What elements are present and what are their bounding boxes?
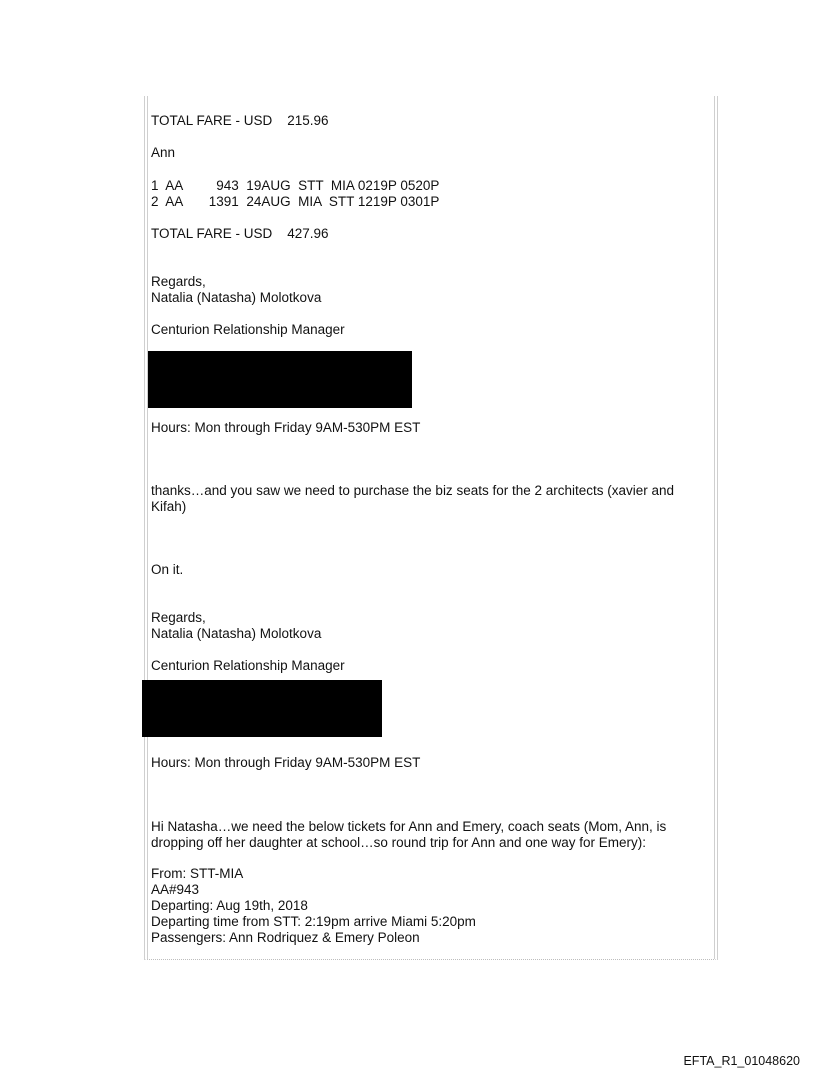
- itinerary-segment-1: 1 AA 943 19AUG STT MIA 0219P 0520P: [151, 178, 440, 193]
- signature-title-1: Centurion Relationship Manager: [151, 322, 345, 337]
- redaction-block-2: [142, 680, 382, 737]
- document-id: EFTA_R1_01048620: [683, 1054, 800, 1068]
- reply-on-it: On it.: [151, 562, 184, 577]
- itinerary-segment-2: 2 AA 1391 24AUG MIA STT 1219P 0301P: [151, 194, 440, 209]
- detail-flight: AA#943: [151, 882, 200, 897]
- detail-departing: Departing: Aug 19th, 2018: [151, 898, 308, 913]
- detail-passengers: Passengers: Ann Rodriquez & Emery Poleon: [151, 930, 420, 945]
- signature-regards-2: Regards,: [151, 610, 206, 625]
- signature-regards-1: Regards,: [151, 274, 206, 289]
- total-fare-line-1: TOTAL FARE - USD 215.96: [151, 113, 329, 128]
- ticket-request: Hi Natasha…we need the below tickets for Ann and Emery, coach seats (Mom, Ann, is dropping off her daughter at school…so round trip for Ann and one way for Emery):: [151, 819, 667, 850]
- signature-hours-1: Hours: Mon through Friday 9AM-530PM EST: [151, 420, 421, 435]
- detail-from: From: STT-MIA: [151, 866, 244, 881]
- redaction-block-1: [148, 351, 412, 408]
- detail-time: Departing time from STT: 2:19pm arrive Miami 5:20pm: [151, 914, 476, 929]
- total-fare-line-2: TOTAL FARE - USD 427.96: [151, 226, 329, 241]
- reply-thanks: thanks…and you saw we need to purchase the biz seats for the 2 architects (xavier and Kifah): [151, 483, 675, 514]
- signature-title-2: Centurion Relationship Manager: [151, 658, 345, 673]
- signature-hours-2: Hours: Mon through Friday 9AM-530PM EST: [151, 755, 421, 770]
- signature-name-2: Natalia (Natasha) Molotkova: [151, 626, 322, 641]
- passenger-name: Ann: [151, 145, 176, 160]
- signature-name-1: Natalia (Natasha) Molotkova: [151, 290, 322, 305]
